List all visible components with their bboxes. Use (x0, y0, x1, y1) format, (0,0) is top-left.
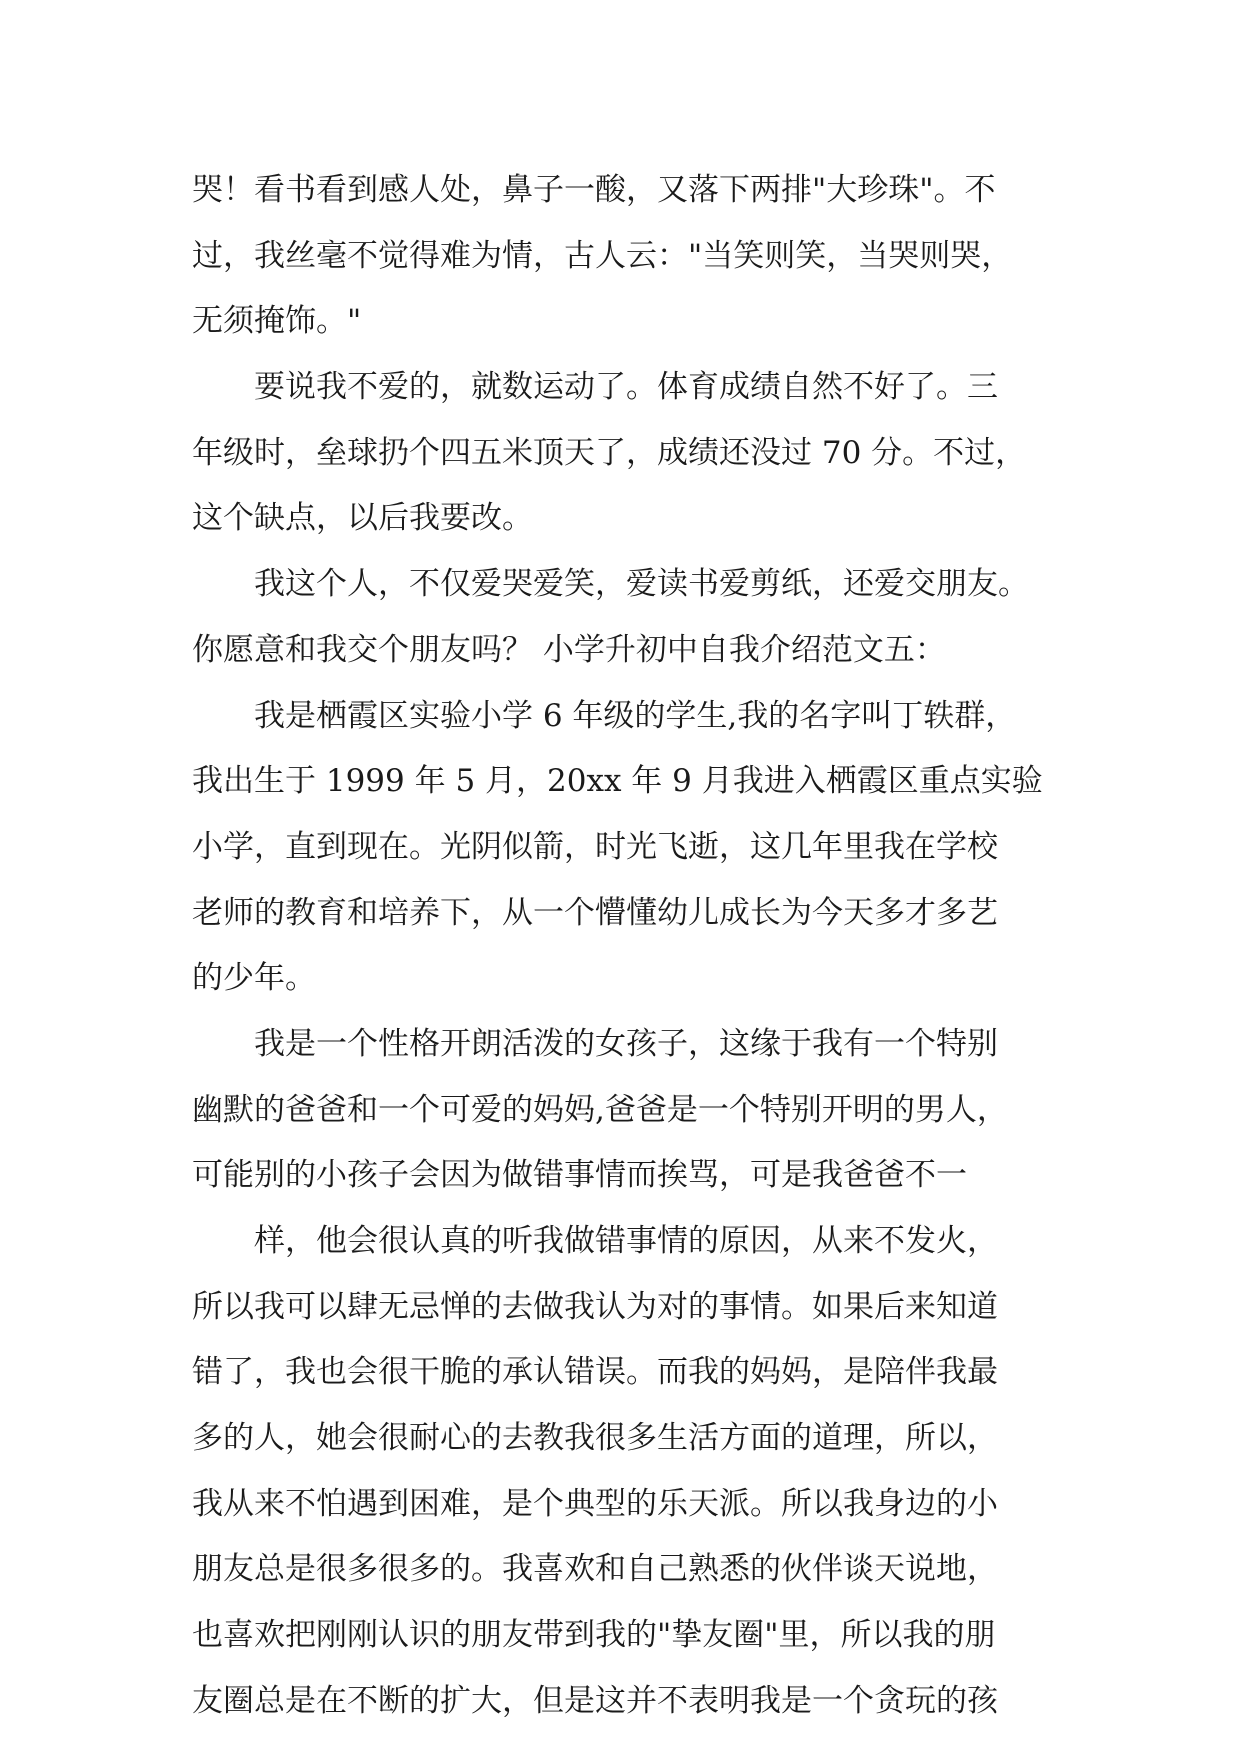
text-line-5: 年级时，垒球扔个四五米顶天了，成绩还没过 70 分。不过， (192, 434, 1027, 471)
text-line-22: 朋友总是很多很多的。我喜欢和自己熟悉的伙伴谈天说地， (192, 1551, 998, 1588)
text-line-10: 我出生于 1999 年 5 月，20xx 年 9 月我进入栖霞区重点实验 (192, 763, 1043, 800)
text-line-18: 所以我可以肆无忌惮的去做我认为对的事情。如果后来知道 (192, 1288, 998, 1325)
text-line-12: 老师的教育和培养下，从一个懵懂幼儿成长为今天多才多艺 (192, 894, 998, 931)
text-line-8: 你愿意和我交个朋友吗？ 小学升初中自我介绍范文五： (192, 631, 946, 668)
text-line-14: 我是一个性格开朗活泼的女孩子，这缘于我有一个特别 (254, 1025, 998, 1062)
text-line-23: 也喜欢把刚刚认识的朋友带到我的"挚友圈"里，所以我的朋 (192, 1617, 996, 1654)
text-line-15: 幽默的爸爸和一个可爱的妈妈,爸爸是一个特别开明的男人， (192, 1091, 1008, 1128)
body-text (192, 158, 1072, 1735)
text-line-2: 过，我丝毫不觉得难为情，古人云："当笑则笑，当哭则哭， (192, 237, 1013, 274)
text-line-20: 多的人，她会很耐心的去教我很多生活方面的道理，所以， (192, 1420, 998, 1457)
text-line-3: 无须掩饰。" (192, 303, 362, 340)
text-line-13: 的少年。 (192, 960, 316, 997)
text-line-4: 要说我不爱的，就数运动了。体育成绩自然不好了。三 (254, 369, 998, 406)
text-line-19: 错了，我也会很干脆的承认错误。而我的妈妈，是陪伴我最 (192, 1354, 998, 1391)
text-line-16: 可能别的小孩子会因为做错事情而挨骂，可是我爸爸不一 (192, 1157, 967, 1194)
text-line-6: 这个缺点，以后我要改。 (192, 500, 533, 537)
text-line-17: 样，他会很认真的听我做错事情的原因，从来不发火， (254, 1223, 998, 1259)
text-line-11: 小学，直到现在。光阴似箭，时光飞逝，这几年里我在学校 (192, 828, 998, 865)
text-line-9: 我是栖霞区实验小学 6 年级的学生,我的名字叫丁轶群， (254, 697, 1017, 734)
text-line-21: 我从来不怕遇到困难，是个典型的乐天派。所以我身边的小 (192, 1485, 998, 1522)
text-line-24: 友圈总是在不断的扩大，但是这并不表明我是一个贪玩的孩 (192, 1682, 998, 1719)
text-line-7: 我这个人，不仅爱哭爱笑，爱读书爱剪纸，还爱交朋友。 (254, 566, 1029, 603)
text-line-1: 哭！看书看到感人处，鼻子一酸，又落下两排"大珍珠"。不 (192, 172, 996, 208)
